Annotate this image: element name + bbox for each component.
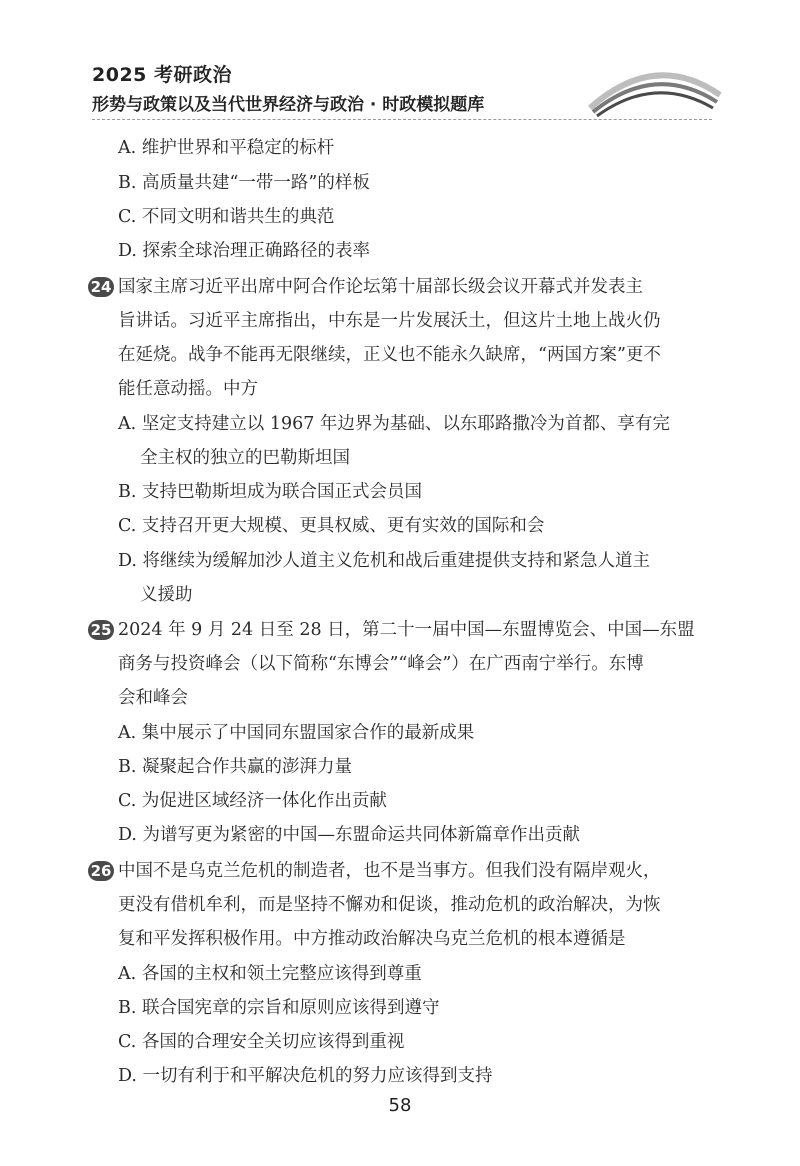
header-arc-decoration <box>585 60 725 120</box>
q25-option-a[interactable]: A. 集中展示了中国同东盟国家合作的最新成果 <box>118 723 475 743</box>
q23-option-a[interactable]: A. 维护世界和平稳定的标杆 <box>118 138 335 158</box>
q26-number-badge: 26 <box>88 861 114 881</box>
q26-option-d[interactable]: D. 一切有利于和平解决危机的努力应该得到支持 <box>118 1066 493 1086</box>
q24-option-d-cont: 义援助 <box>140 585 193 605</box>
q24-stem-line-2: 旨讲话。习近平主席指出，中东是一片发展沃土，但这片土地上战火仍 <box>118 311 661 331</box>
q23-option-d[interactable]: D. 探索全球治理正确路径的表率 <box>118 241 371 261</box>
q24-stem-line-3: 在延烧。战争不能再无限继续，正义也不能永久缺席，“两国方案”更不 <box>118 345 661 365</box>
page-number: 58 <box>388 1095 412 1116</box>
q23-option-b[interactable]: B. 高质量共建“一带一路”的样板 <box>118 173 370 193</box>
q25-stem-line-1: 2024 年 9 月 24 日至 28 日，第二十一届中国—东盟博览会、中国—东盟 <box>118 620 695 640</box>
q25-option-d[interactable]: D. 为谱写更为紧密的中国—东盟命运共同体新篇章作出贡献 <box>118 825 581 845</box>
q26-stem-line-2: 更没有借机牟利，而是坚持不懈劝和促谈，推动危机的政治解决，为恢 <box>118 895 661 915</box>
q25-option-b[interactable]: B. 凝聚起合作共赢的澎湃力量 <box>118 757 352 777</box>
q23-option-c[interactable]: C. 不同文明和谐共生的典范 <box>118 207 335 227</box>
header-year-title: 2025 考研政治 <box>92 64 232 86</box>
q24-option-b[interactable]: B. 支持巴勒斯坦成为联合国正式会员国 <box>118 482 422 502</box>
page-header <box>0 0 800 132</box>
header-subtitle: 形势与政策以及当代世界经济与政治 · 时政模拟题库 <box>92 95 485 115</box>
q25-stem-line-3: 会和峰会 <box>118 688 188 708</box>
header-divider <box>92 119 712 120</box>
q25-number-badge: 25 <box>88 620 114 640</box>
q24-option-a[interactable]: A. 坚定支持建立以 1967 年边界为基础、以东耶路撒冷为首都、享有完 <box>118 414 670 434</box>
q25-stem-line-2: 商务与投资峰会（以下简称“东博会”“峰会”）在广西南宁举行。东博 <box>118 654 644 674</box>
q25-option-c[interactable]: C. 为促进区域经济一体化作出贡献 <box>118 791 387 811</box>
q26-stem-line-3: 复和平发挥积极作用。中方推动政治解决乌克兰危机的根本遵循是 <box>118 929 626 949</box>
q26-option-b[interactable]: B. 联合国宪章的宗旨和原则应该得到遵守 <box>118 998 440 1018</box>
q24-option-c[interactable]: C. 支持召开更大规模、更具权威、更有实效的国际和会 <box>118 516 545 536</box>
q26-option-a[interactable]: A. 各国的主权和领土完整应该得到尊重 <box>118 964 422 984</box>
q24-option-d[interactable]: D. 将继续为缓解加沙人道主义危机和战后重建提供支持和紧急人道主 <box>118 551 651 571</box>
q24-stem-line-4: 能任意动摇。中方 <box>118 379 258 399</box>
q24-number-badge: 24 <box>88 277 114 297</box>
q26-stem-line-1: 中国不是乌克兰危机的制造者，也不是当事方。但我们没有隔岸观火， <box>118 861 661 881</box>
q24-stem-line-1: 国家主席习近平出席中阿合作论坛第十届部长级会议开幕式并发表主 <box>118 277 643 297</box>
q26-option-c[interactable]: C. 各国的合理安全关切应该得到重视 <box>118 1032 405 1052</box>
q24-option-a-cont: 全主权的独立的巴勒斯坦国 <box>140 448 350 468</box>
